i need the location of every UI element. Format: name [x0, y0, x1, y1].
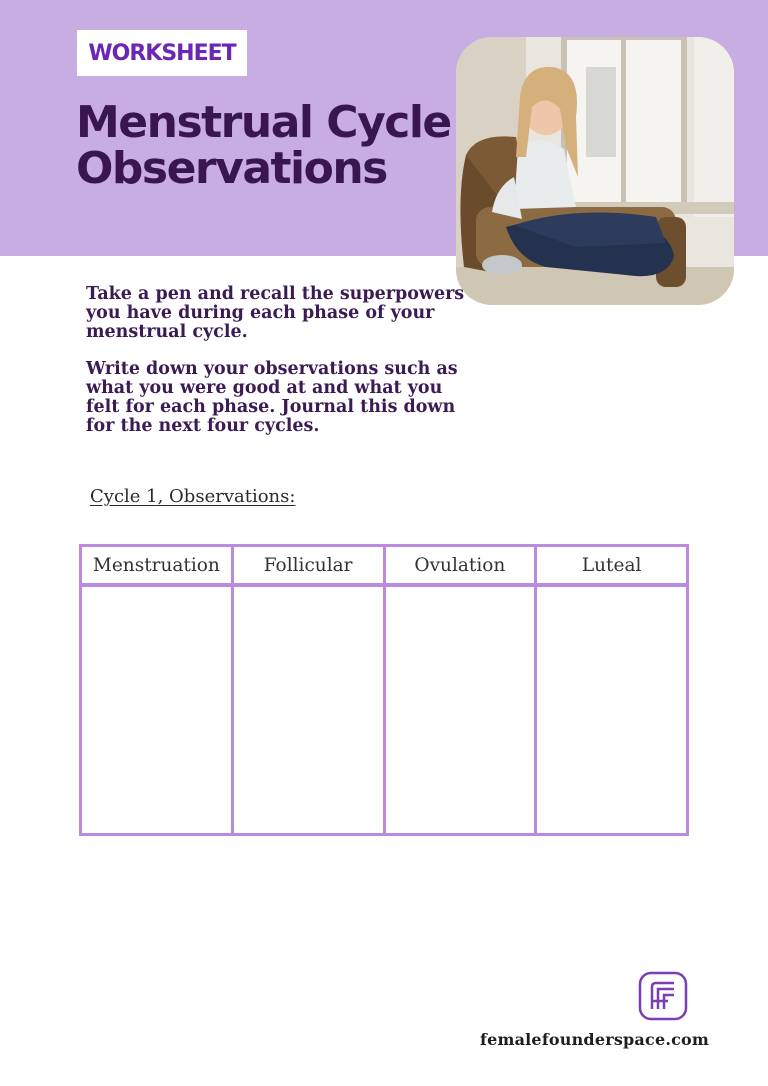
- intro-paragraph-2: Write down your observations such as what you were good at and what you felt for each phase. Journal this down for the next four cycles.: [86, 359, 458, 436]
- column-luteal: [534, 544, 689, 836]
- website-url: femalefounderspace.com: [480, 1030, 710, 1049]
- writing-area[interactable]: [234, 587, 383, 833]
- column-menstruation: [79, 544, 234, 836]
- writing-area[interactable]: [386, 587, 535, 833]
- phase-observation-table: [79, 544, 689, 836]
- title-line-1: Menstrual Cycle: [76, 97, 451, 148]
- column-ovulation: [383, 544, 538, 836]
- column-header: Ovulation: [386, 547, 535, 587]
- writing-area[interactable]: [537, 587, 686, 833]
- column-follicular: [231, 544, 386, 836]
- column-header: Menstruation: [82, 547, 231, 587]
- writing-area[interactable]: [82, 587, 231, 833]
- woman-in-armchair-photo: [456, 37, 734, 305]
- page-title: [76, 97, 451, 194]
- female-founder-space-logo-icon: [638, 971, 688, 1021]
- intro-text: [86, 285, 466, 454]
- intro-paragraph-1: Take a pen and recall the superpowers you have during each phase of your menstrual cycle.: [86, 284, 465, 342]
- column-header: Luteal: [537, 547, 686, 587]
- cycle-label: Cycle 1, Observations:: [90, 486, 296, 507]
- title-line-2: Observations: [76, 143, 387, 194]
- worksheet-badge: WORKSHEET: [77, 30, 247, 76]
- column-header: Follicular: [234, 547, 383, 587]
